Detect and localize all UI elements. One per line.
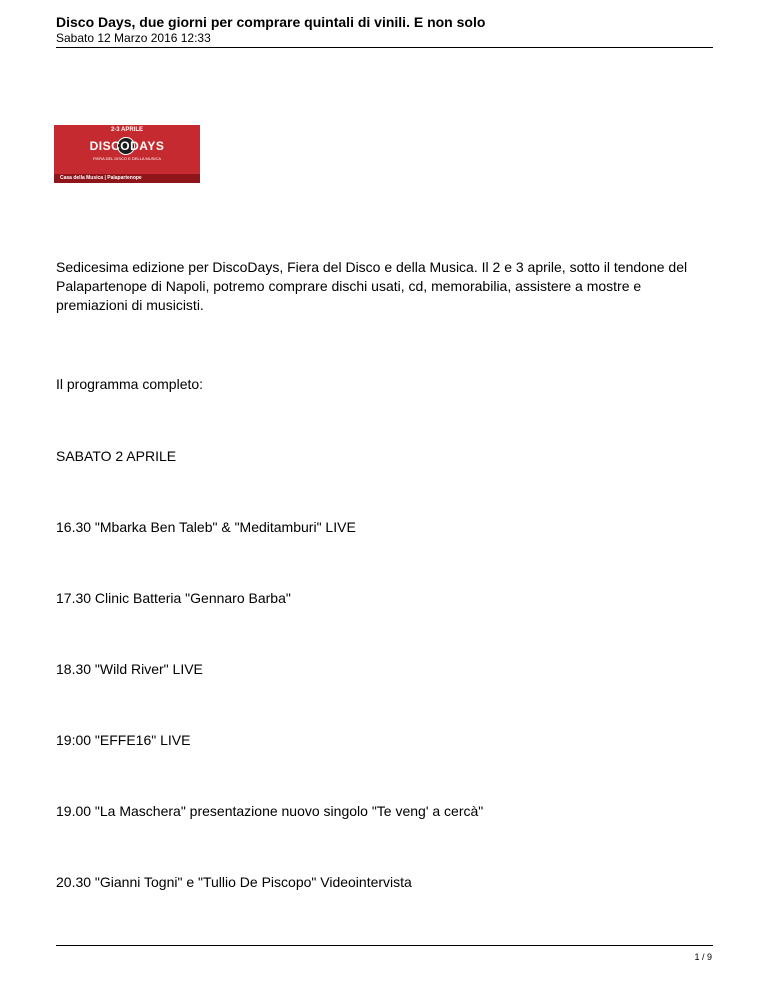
program-heading: Il programma completo: [56, 376, 204, 392]
schedule-item: 17.30 Clinic Batteria "Gennaro Barba" [56, 590, 291, 606]
schedule-item: 20.30 "Gianni Togni" e "Tullio De Piscopo" Videointervista [56, 874, 412, 890]
schedule-item: 18.30 "Wild River" LIVE [56, 661, 203, 677]
schedule-item: 16.30 "Mbarka Ben Taleb" & "Meditamburi" LIVE [56, 519, 356, 535]
banner-subtitle: FIERA DEL DISCO E DELLA MUSICA [92, 156, 162, 161]
discodays-banner-image [54, 125, 200, 183]
schedule-item: 19.00 "La Maschera" presentazione nuovo singolo "Te veng' a cercà" [56, 803, 484, 819]
header-divider [56, 47, 713, 48]
article-title: Disco Days, due giorni per comprare quintali di vinili. E non solo [56, 14, 486, 30]
banner-logo: DISCODAYS [89, 139, 165, 153]
intro-paragraph: Sedicesima edizione per DiscoDays, Fiera del Disco e della Musica. Il 2 e 3 aprile, sotto il tendone del Palapartenope di Napoli, potremo comprare dischi usati, cd, memorabilia, assistere a mostre e premiazioni di musicisti. [56, 259, 688, 313]
banner-footer: Casa della Musica | Palapartenope [54, 174, 200, 183]
page-number: 1 / 9 [694, 952, 712, 962]
day-heading: SABATO 2 APRILE [56, 448, 177, 464]
banner-dates: 2-3 APRILE [110, 127, 144, 133]
footer-divider [56, 945, 713, 946]
article-date: Sabato 12 Marzo 2016 12:33 [56, 31, 211, 45]
schedule-item: 19:00 "EFFE16" LIVE [56, 732, 191, 748]
page-header [56, 14, 712, 46]
